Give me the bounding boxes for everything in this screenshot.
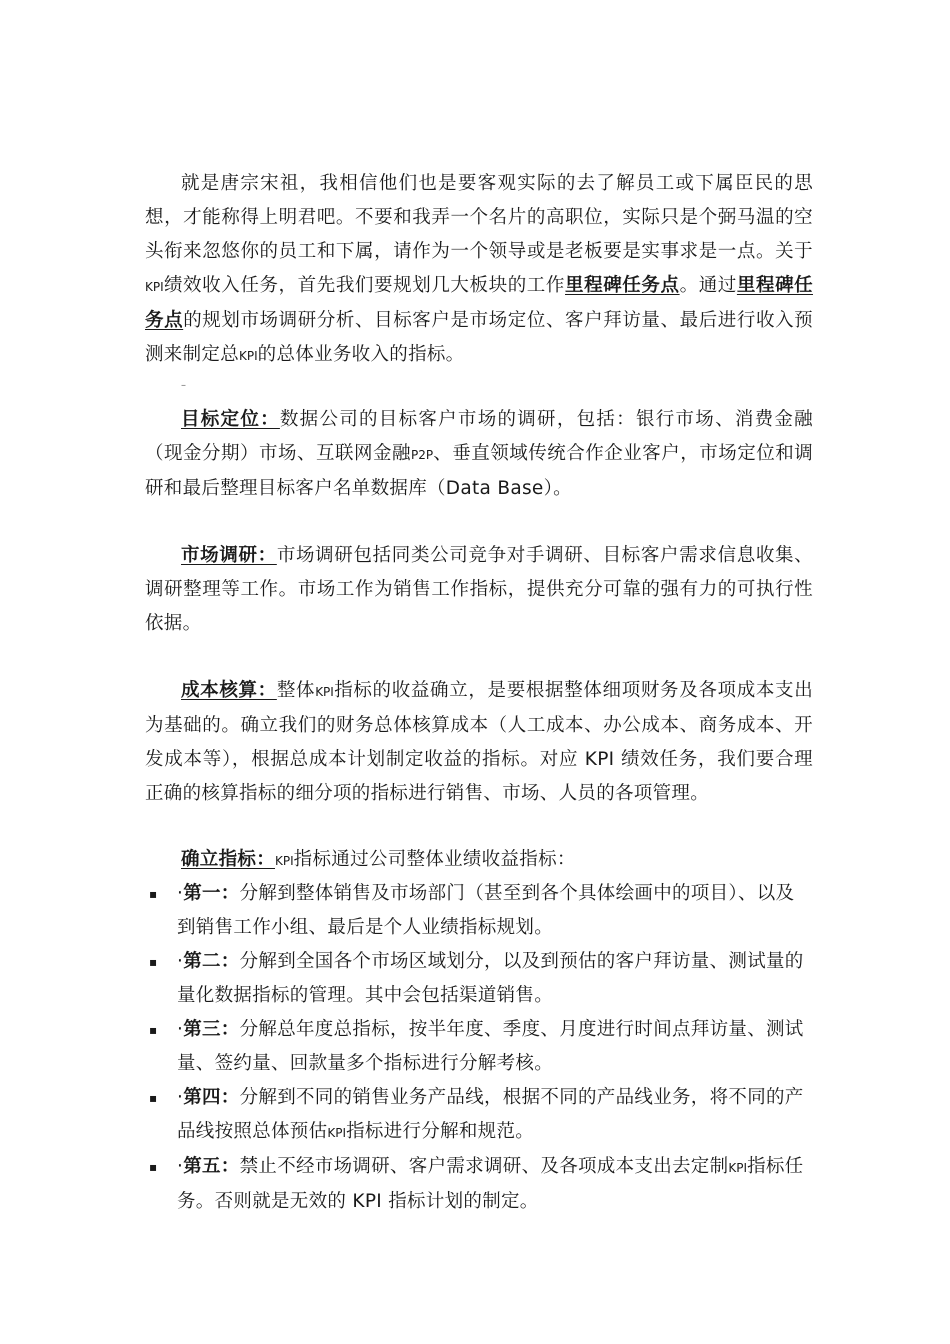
research-heading: 市场调研： <box>181 545 277 566</box>
establish-indicators-paragraph <box>145 843 813 878</box>
item-label: 第二： <box>183 951 240 972</box>
item-text-b: 指标进行分解和规范。 <box>346 1121 535 1142</box>
bullet-icon: ▪ <box>149 1160 158 1174</box>
establish-text: 指标通过公司整体业绩收益指标： <box>293 849 576 870</box>
item-prefix: · <box>177 1156 184 1177</box>
stray-mark: – <box>181 380 186 391</box>
market-research-paragraph <box>145 539 813 641</box>
kpi-term-6: KPI <box>728 1161 748 1175</box>
item-prefix: · <box>177 1019 184 1040</box>
list-item <box>145 1013 813 1081</box>
intro-text-b: 绩效收入任务，首先我们要规划几大板块的工作 <box>163 275 565 296</box>
list-item <box>145 1150 813 1219</box>
target-positioning-paragraph <box>145 403 813 506</box>
milestone-emphasis: 里程碑任务点 <box>565 275 680 296</box>
list-item <box>145 877 813 945</box>
item-text-b: 指标任务。否则就是无效的 KPI 指标计划的制定。 <box>177 1156 804 1212</box>
cost-text-a: 整体 <box>276 680 316 701</box>
item-text: 分解总年度总指标，按半年度、季度、月度进行时间点拜访量、测试量、签约量、回款量多个指标进行分解考核。 <box>177 1019 804 1074</box>
intro-paragraph <box>145 167 813 373</box>
intro-text-c: 。通过 <box>679 275 737 296</box>
indicator-list <box>145 877 813 1219</box>
item-text: 分解到全国各个市场区域划分，以及到预估的客户拜访量、测试量的量化数据指标的管理。其中会包括渠道销售。 <box>177 951 804 1006</box>
kpi-term-3: KPI <box>315 685 334 699</box>
kpi-term: KPI <box>145 280 164 294</box>
item-prefix: · <box>177 951 184 972</box>
item-label: 第三： <box>183 1019 240 1040</box>
milestone-emphasis-2: 里程碑任务点 <box>145 275 813 331</box>
intro-text-e: 的总体业务收入的指标。 <box>257 344 465 365</box>
list-item <box>145 1081 813 1150</box>
research-text: 市场调研包括同类公司竞争对手调研、目标客户需求信息收集、调研整理等工作。市场工作为销售工作指标，提供充分可靠的强有力的可执行性依据。 <box>145 545 813 634</box>
intro-text-d: 的规划市场调研分析、目标客户是市场定位、客户拜访量、最后进行收入预测来制定总 <box>145 310 813 365</box>
intro-text-a: 就是唐宗宋祖，我相信他们也是要客观实际的去了解员工或下属臣民的思想，才能称得上明君吧。不要和我弄一个名片的高职位，实际只是个弼马温的空头衔来忽悠你的员工和下属，请作为一个领导或是老板要是实事求是一点。关于 <box>145 173 813 262</box>
item-text: 禁止不经市场调研、客户需求调研、及各项成本支出去定制 <box>239 1156 729 1177</box>
bullet-icon: ▪ <box>149 1091 158 1105</box>
item-prefix: · <box>177 1087 184 1108</box>
cost-accounting-paragraph <box>145 674 813 811</box>
target-text-b: 、垂直领域传统合作企业客户，市场定位和调研和最后整理目标客户名单数据库（Data Base）。 <box>145 443 813 499</box>
item-label: 第一： <box>183 883 240 904</box>
target-heading: 目标定位： <box>181 409 280 430</box>
cost-text-b: 指标的收益确立，是要根据整体细项财务及各项成本支出为基础的。确立我们的财务总体核算成本（人工成本、办公成本、商务成本、开发成本等），根据总成本计划制定收益的指标。对应 KPI 绩效任务，我们要合理正确的核算指标的细分项的指标进行销售、市场、人员的各项管理。 <box>145 680 813 804</box>
list-item <box>145 945 813 1013</box>
cost-heading: 成本核算： <box>181 680 277 701</box>
item-prefix: · <box>177 883 184 904</box>
bullet-icon: ▪ <box>149 955 158 969</box>
establish-heading: 确立指标： <box>181 849 276 870</box>
bullet-icon: ▪ <box>149 887 158 901</box>
item-text: 分解到整体销售及市场部门（甚至到各个具体绘画中的项目）、以及到销售工作小组、最后是个人业绩指标规划。 <box>177 883 795 938</box>
target-text-a: 数据公司的目标客户市场的调研，包括：银行市场、消费金融（现金分期）市场、互联网金融 <box>145 409 813 464</box>
kpi-term-4: KPI <box>275 854 294 868</box>
item-label: 第四： <box>183 1087 240 1108</box>
kpi-term-5: KPI <box>327 1126 347 1140</box>
item-text: 分解到不同的销售业务产品线，根据不同的产品线业务，将不同的产品线按照总体预估 <box>177 1087 804 1142</box>
item-label: 第五： <box>183 1156 240 1177</box>
kpi-term-2: KPI <box>239 349 258 363</box>
bullet-icon: ▪ <box>149 1023 158 1037</box>
p2p-term: P2P <box>410 448 434 462</box>
